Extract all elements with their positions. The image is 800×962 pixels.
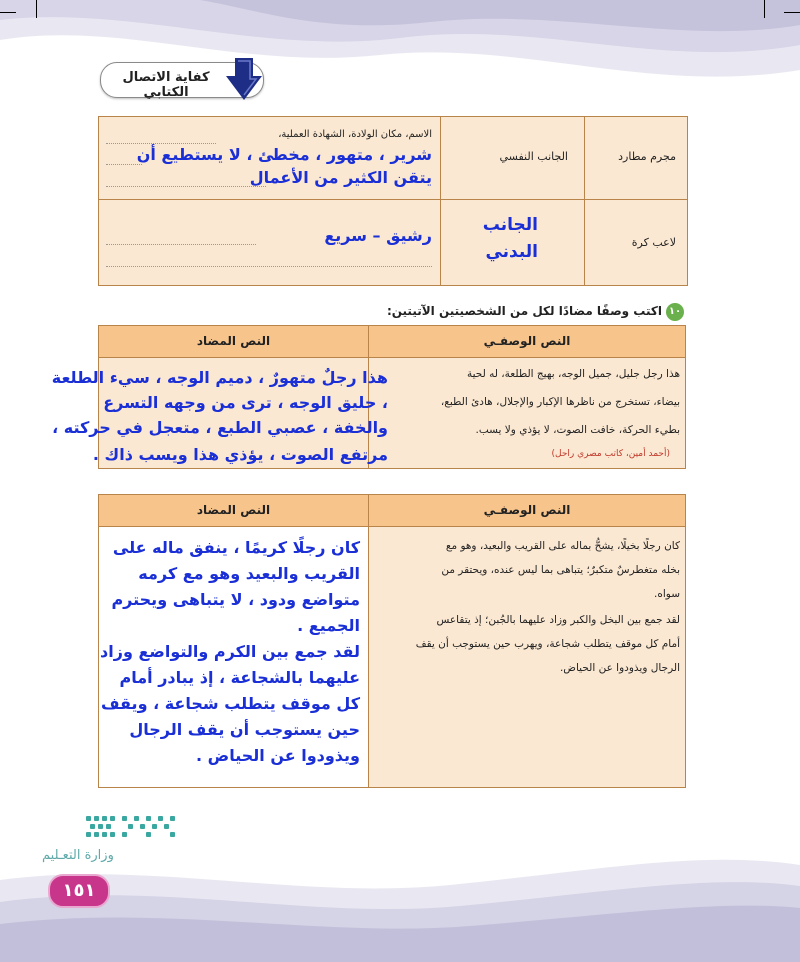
dotted-line [106,266,432,267]
opposite-answer-line: ، حليق الوجه ، ترى من وجهه التسرع [103,393,388,412]
dotted-line [106,186,266,187]
source-citation: (أحمد أمين، كاتب مصري راحل) [551,449,670,459]
descriptive-text-line: الرجال ويذودوا عن الحياض. [559,662,680,674]
exercise-instruction: اكتب وصفًا مضادًا لكل من الشخصيتين الآتيتين: [386,304,662,318]
opposite-answer-line: هذا رجلٌ متهورٌ ، دميم الوجه ، سيء الطلعة [51,368,388,387]
descriptive-text-line: هذا رجل جليل، جميل الوجه، بهيج الطلعة، له لحية [467,368,680,380]
opposite-answer-line: حين يستوجب أن يقف الرجال [129,720,360,739]
dotted-line [106,164,142,165]
crop-mark [764,0,765,18]
column-header: النص الوصفـي [483,503,571,517]
exercise-number: ١٠ [668,306,682,317]
opposite-answer-line: لقد جمع بين الكرم والتواضع وزاد [100,642,360,661]
dotted-line [106,244,256,245]
opposite-answer-line: عليهما بالشجاعة ، إذ يبادر أمام [119,668,360,687]
descriptive-text-line: كان رجلًا بخيلًا، يشحُّ بماله على القريب والبعيد، وهو مع [445,540,680,552]
bottom-wave-decoration [0,840,800,962]
crop-mark [784,12,800,13]
answer-text: رشيق – سريع [324,226,432,245]
character-label: مجرم مطارد [618,150,676,163]
column-header: النص الوصفـي [483,334,571,348]
descriptive-text-line: لقد جمع بين البخل والكبر وزاد عليهما بالجُبن؛ إذ يتقاعس [436,614,680,626]
opposite-answer-line: كل موقف يتطلب شجاعة ، ويقف [100,694,360,713]
ministry-logo-icon [82,812,182,852]
descriptive-text-line: بيضاء، تستخرج من ناظرها الإكبار والإجلال، هادئ الطبع، [440,396,680,408]
ministry-name: وزارة التعـليم [42,848,114,863]
page-number: ١٥١ [62,880,96,901]
opposite-answer-line: القريب والبعيد وهو مع كرمه [138,564,360,583]
page-number-badge [48,874,110,908]
exercise-number-badge [666,303,684,321]
aspect-label: البدني [485,242,538,262]
aspect-label: الجانب النفسي [499,150,568,163]
answer-text: شرير ، متهور ، مخطئ ، لا يستطيع أن [136,145,432,164]
column-header: النص المضاد [196,503,271,517]
section-title: كفاية الاتصال الكتابي [122,70,210,100]
down-arrow-icon [224,56,264,102]
character-label: لاعب كرة [631,236,676,249]
opposite-answer-line: متواضع ودود ، لا يتباهى ويحترم [111,590,360,609]
opposite-answer-line: كان رجلًا كريمًا ، ينفق ماله على [112,538,360,557]
descriptive-text-line: سواه. [654,588,680,600]
crop-mark [0,12,16,13]
dotted-line [106,143,216,144]
crop-mark [36,0,37,18]
hint-text: الاسم، مكان الولادة، الشهادة العملية، [278,129,432,140]
opposite-answer-line: والخفة ، عصبي الطبع ، متعجل في حركته ، [52,418,388,437]
aspect-label: الجانب [482,215,538,235]
opposite-answer-line: ويذودوا عن الحياض . [196,746,360,765]
descriptive-text-line: بخله متغطرسٌ متكبرٌ؛ يتباهى بما ليس عنده، ويحتقر من [441,564,680,576]
descriptive-text-line: أمام كل موقف يتطلب شجاعة، ويهرب حين يستوجب أن يقف [415,638,680,650]
opposite-answer-line: مرتفع الصوت ، يؤذي هذا ويسب ذاك . [92,445,388,464]
descriptive-text-line: بطيء الحركة، خافت الصوت، لا يؤذي ولا يسب. [475,424,680,436]
column-header: النص المضاد [196,334,271,348]
opposite-answer-line: الجميع . [297,616,360,635]
answer-text: يتقن الكثير من الأعمال [249,168,432,187]
